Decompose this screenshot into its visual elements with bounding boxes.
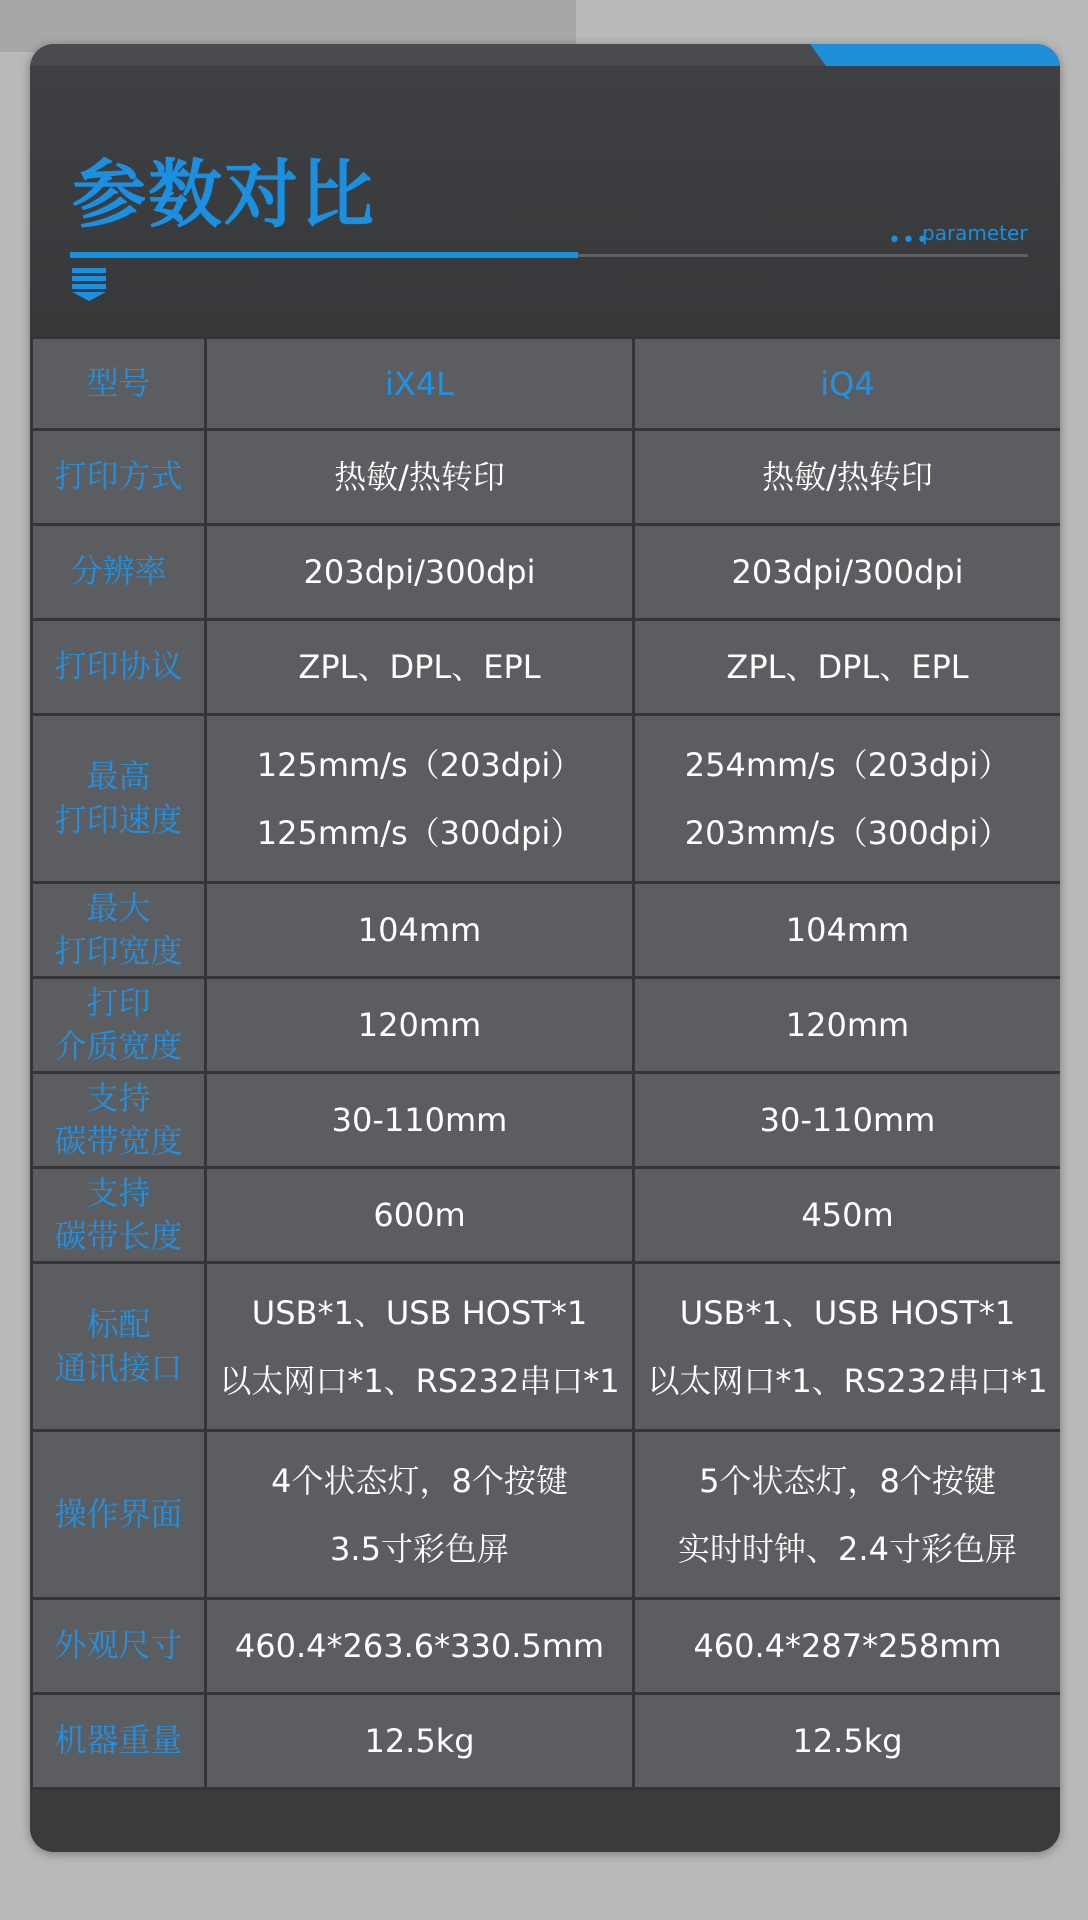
cell-ix4l (206, 1168, 634, 1263)
table-header-row (32, 338, 1061, 430)
cell-iq4-line: 12.5kg (792, 1722, 903, 1760)
row-label (32, 883, 206, 978)
cell-iq4 (634, 1263, 1061, 1431)
cell-ix4l-line: 12.5kg (364, 1722, 475, 1760)
row-label (32, 715, 206, 883)
row-label-line: 介质宽度 (54, 1027, 183, 1065)
cell-iq4 (634, 978, 1061, 1073)
cell-iq4-line: 热敏/热转印 (762, 458, 933, 496)
dots-icon: ••• (888, 228, 930, 253)
row-label (32, 620, 206, 715)
row-label-line: 外观尺寸 (54, 1626, 183, 1665)
table-row (32, 1694, 1061, 1789)
table-row (32, 1168, 1061, 1263)
cell-iq4 (634, 620, 1061, 715)
row-label-line: 打印宽度 (54, 932, 183, 970)
cell-iq4 (634, 1599, 1061, 1694)
row-label (32, 1599, 206, 1694)
table-row (32, 978, 1061, 1073)
row-label (32, 525, 206, 620)
row-label-line: 最高 (86, 757, 151, 796)
row-label-line: 机器重量 (54, 1721, 183, 1760)
cell-ix4l-line: 热敏/热转印 (334, 458, 505, 496)
row-label-line: 分辨率 (70, 552, 167, 591)
cell-iq4 (634, 1073, 1061, 1168)
title-divider (578, 254, 1028, 257)
cell-iq4-line: 30-110mm (759, 1101, 936, 1139)
spec-table (30, 336, 1060, 1790)
row-label (32, 1168, 206, 1263)
row-label (32, 978, 206, 1073)
cell-iq4-line: 5个状态灯，8个按键 (699, 1461, 996, 1500)
row-label-line: 标配 (86, 1305, 151, 1344)
header-cell-model: 型号 (32, 338, 206, 430)
cell-iq4-line: 203mm/s（300dpi） (684, 813, 1011, 852)
table-row (32, 525, 1061, 620)
cell-iq4-line: 以太网口*1、RS232串口*1 (647, 1361, 1048, 1400)
cell-iq4-line: 254mm/s（203dpi） (684, 745, 1011, 784)
cell-ix4l-line: 125mm/s（300dpi） (256, 813, 583, 852)
table-row (32, 1431, 1061, 1599)
row-label (32, 1694, 206, 1789)
cell-iq4-line: ZPL、DPL、EPL (726, 648, 969, 686)
cell-ix4l (206, 883, 634, 978)
row-label-line: 打印 (86, 983, 151, 1022)
cell-ix4l-line: 4个状态灯，8个按键 (271, 1461, 568, 1500)
cell-ix4l (206, 978, 634, 1073)
page-title: 参数对比 (72, 152, 376, 238)
header-cell-ix4l: iX4L (206, 338, 634, 430)
cell-ix4l (206, 1263, 634, 1431)
cell-iq4-line: 实时时钟、2.4寸彩色屏 (678, 1529, 1017, 1568)
cell-iq4-line: 104mm (785, 911, 910, 949)
table-row (32, 1263, 1061, 1431)
cell-iq4 (634, 883, 1061, 978)
card-footer (30, 1804, 1060, 1852)
cell-iq4-line: USB*1、USB HOST*1 (679, 1293, 1016, 1332)
cell-iq4-line: 120mm (785, 1006, 910, 1044)
parameter-subtitle: parameter (922, 221, 1028, 245)
cell-ix4l-line: 600m (373, 1196, 466, 1234)
cell-ix4l (206, 430, 634, 525)
row-label-line: 支持 (86, 1078, 151, 1117)
cell-iq4-line: 450m (801, 1196, 894, 1234)
cell-ix4l-line: 120mm (357, 1006, 482, 1044)
cell-ix4l (206, 1073, 634, 1168)
cell-ix4l (206, 620, 634, 715)
cell-iq4 (634, 1168, 1061, 1263)
row-label (32, 1073, 206, 1168)
cell-ix4l (206, 1599, 634, 1694)
table-row (32, 430, 1061, 525)
table-row (32, 1073, 1061, 1168)
row-label (32, 1263, 206, 1431)
cell-ix4l-line: 460.4*263.6*330.5mm (234, 1627, 605, 1665)
cell-iq4 (634, 525, 1061, 620)
cell-iq4 (634, 1694, 1061, 1789)
row-label (32, 1431, 206, 1599)
table-row (32, 883, 1061, 978)
cell-ix4l-line: 以太网口*1、RS232串口*1 (219, 1361, 620, 1400)
cell-iq4 (634, 430, 1061, 525)
cell-ix4l (206, 1431, 634, 1599)
cell-ix4l-line: 203dpi/300dpi (303, 553, 536, 591)
row-label-line: 通讯接口 (54, 1348, 183, 1387)
cell-ix4l-line: 30-110mm (331, 1101, 508, 1139)
row-label-line: 支持 (86, 1173, 151, 1212)
cell-ix4l-line: USB*1、USB HOST*1 (251, 1293, 588, 1332)
row-label-line: 打印速度 (54, 800, 183, 839)
chevron-down-icon (70, 266, 108, 302)
row-label-line: 碳带长度 (54, 1217, 183, 1255)
table-row (32, 715, 1061, 883)
row-label-line: 打印协议 (54, 647, 183, 686)
row-label-line: 最大 (86, 888, 151, 927)
cell-ix4l (206, 1694, 634, 1789)
header-cell-iq4: iQ4 (634, 338, 1061, 430)
cell-iq4-line: 460.4*287*258mm (693, 1627, 1002, 1665)
row-label-line: 碳带宽度 (54, 1122, 183, 1160)
row-label-line: 打印方式 (54, 457, 183, 496)
cell-ix4l (206, 525, 634, 620)
cell-ix4l-line: 3.5寸彩色屏 (330, 1529, 509, 1568)
title-underline (70, 252, 578, 258)
cell-ix4l-line: 104mm (357, 911, 482, 949)
cell-ix4l-line: 125mm/s（203dpi） (256, 745, 583, 784)
cell-iq4 (634, 715, 1061, 883)
cell-ix4l-line: ZPL、DPL、EPL (298, 648, 541, 686)
accent-tab (810, 44, 1060, 66)
spec-comparison-card (30, 44, 1060, 1852)
table-row (32, 620, 1061, 715)
table-row (32, 1599, 1061, 1694)
row-label-line: 操作界面 (54, 1494, 183, 1533)
cell-iq4-line: 203dpi/300dpi (731, 553, 964, 591)
card-header (30, 66, 1060, 336)
row-label (32, 430, 206, 525)
cell-iq4 (634, 1431, 1061, 1599)
cell-ix4l (206, 715, 634, 883)
